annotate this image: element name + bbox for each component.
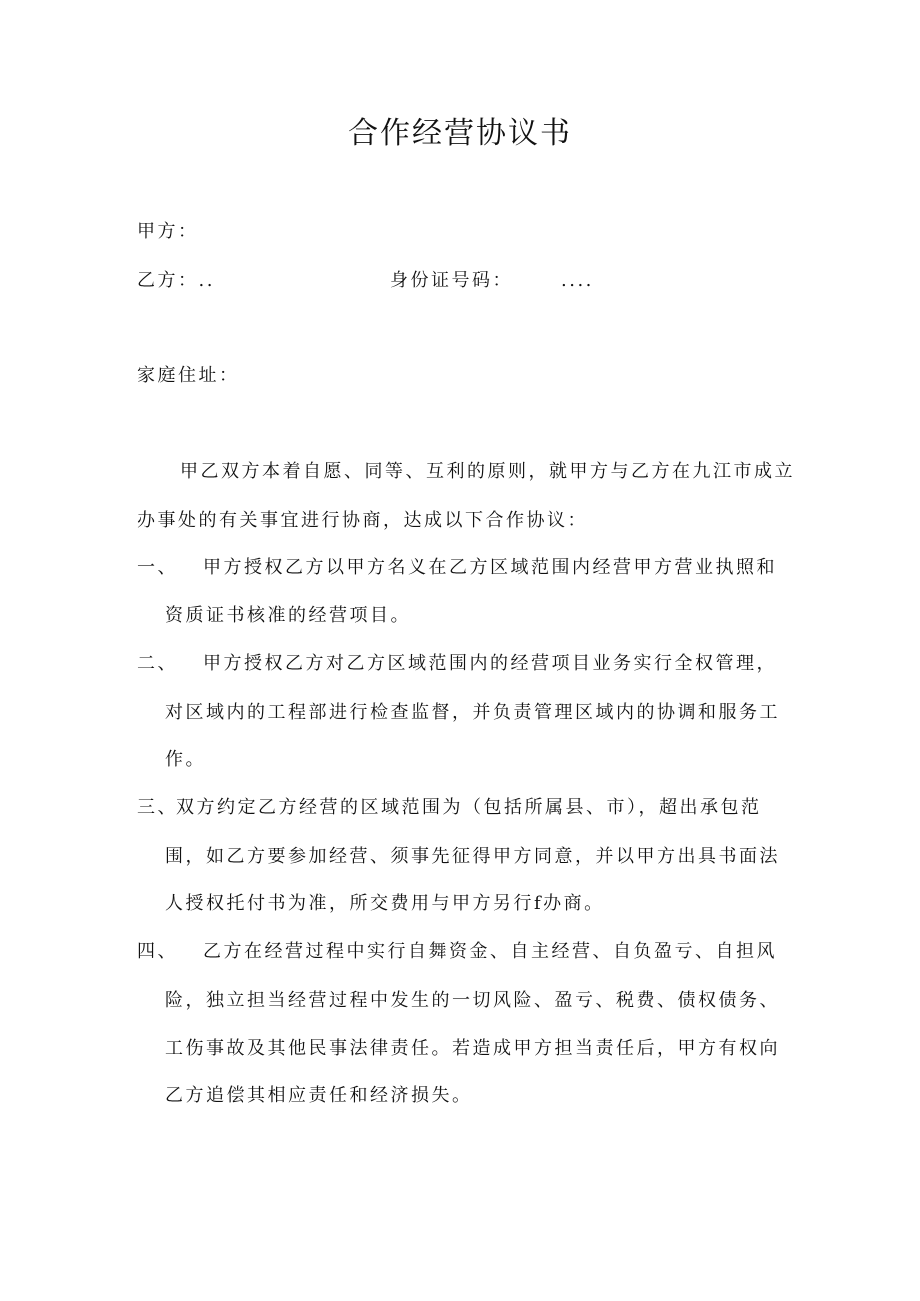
id-number-label: 身份证号码： [390,270,513,291]
clause-4-line-3: 工伤事故及其他民事法律责任。若造成甲方担当责任后，甲方有权向 [165,1038,780,1059]
clause-3-line-3: 人授权托付书为准，所交费用与甲方另行f办商。 [165,893,605,914]
clause-3-marker: 三、 [137,797,178,818]
address-label: 家庭住址： [137,365,240,386]
clause-2-line-2: 对区域内的工程部进行检查监督，并负责管理区域内的协调和服务工 [165,702,780,723]
intro-line-2: 办事处的有关事宜进行协商，达成以下合作协议： [137,510,588,531]
clause-2-marker: 二、 [137,653,178,674]
id-number-placeholder: .... [561,270,594,291]
clause-3-line-2: 围，如乙方要参加经营、须事先征得甲方同意，并以甲方出具书面法 [165,846,780,867]
intro-line-1: 甲乙双方本着自愿、同等、互利的原则，就甲方与乙方在九江市成立 [180,461,795,482]
party-b-label: 乙方：.. [137,270,215,291]
clause-4-marker: 四、 [137,941,178,962]
clause-1-marker: 一、 [137,557,178,578]
clause-2-line-1: 甲方授权乙方对乙方区域范围内的经营项目业务实行全权管理， [203,653,777,674]
clause-1-line-2: 资质证书核准的经营项目。 [165,605,411,626]
clause-4-line-1: 乙方在经营过程中实行自舞资金、自主经营、自负盈亏、自担风 [203,941,777,962]
party-a-label: 甲方： [137,221,199,242]
clause-4-line-2: 险，独立担当经营过程中发生的一切风险、盈亏、税费、债权债务、 [165,990,780,1011]
document-title: 合作经营协议书 [348,116,572,151]
clause-1-line-1: 甲方授权乙方以甲方名义在乙方区域范围内经营甲方营业执照和 [203,557,777,578]
clause-4-line-4: 乙方追偿其相应责任和经济损失。 [165,1085,473,1106]
clause-2-line-3: 作。 [165,749,206,770]
clause-3-line-1: 双方约定乙方经营的区域范围为（包括所属县、市），超出承包范 [176,797,762,818]
